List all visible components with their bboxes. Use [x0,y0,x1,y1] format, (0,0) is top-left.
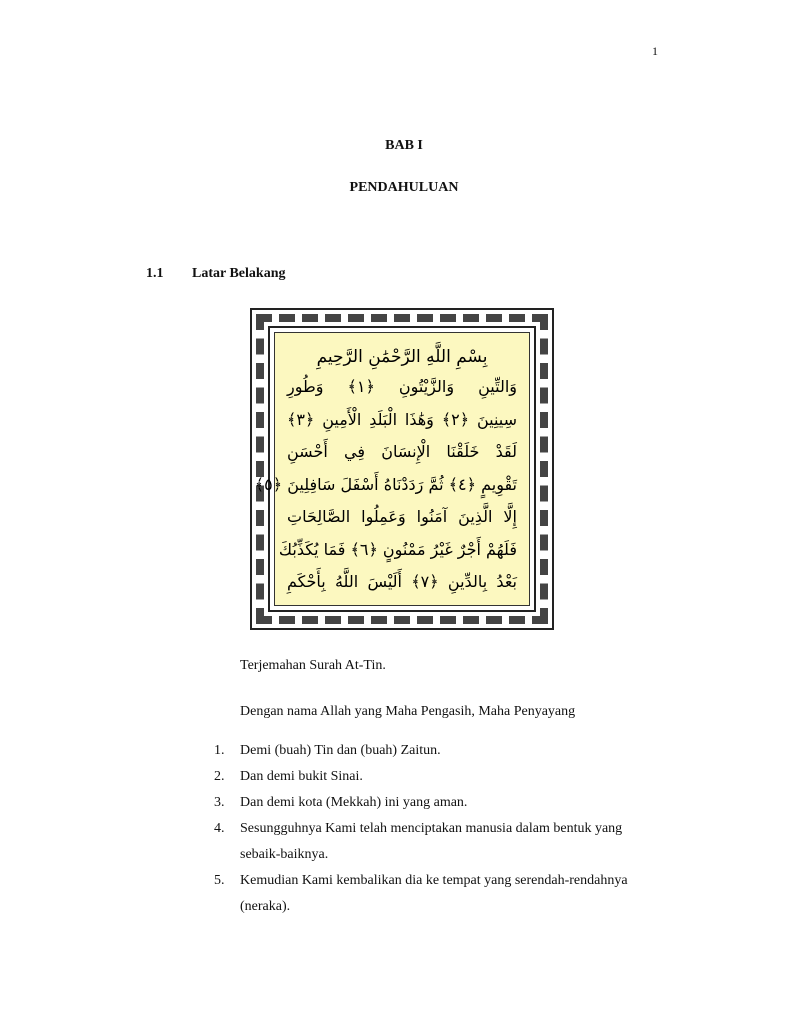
section-number: 1.1 [146,266,164,281]
ayah-line: لَقَدْ خَلَقْنَا الْإِنسَانَ فِي أَحْسَنِ [287,442,517,461]
list-item-number: 1. [214,743,225,758]
ayah-line: إِلَّا الَّذِينَ آمَنُوا وَعَمِلُوا الصَّالِحَاتِ [287,507,517,526]
list-item-number: 4. [214,821,225,836]
list-item-text: Demi (buah) Tin dan (buah) Zaitun. [240,743,441,758]
list-item-text: Dan demi bukit Sinai. [240,769,363,784]
list-item [214,868,654,920]
list-item [214,816,654,868]
ayah-line: فَلَهُمْ أَجْرٌ غَيْرُ مَمْنُونٍ ﴿٦﴾ فَمَا يُكَذِّبُكَ [278,539,517,559]
ayah-line: سِينِينَ ﴿٢﴾ وَهَٰذَا الْبَلَدِ الْأَمِينِ ﴿٣﴾ [287,409,518,429]
translation-list [214,738,654,920]
list-item-number: 2. [214,769,225,784]
list-item [214,738,654,764]
list-item [214,790,654,816]
section-title: Latar Belakang [192,266,286,281]
list-item-number: 3. [214,795,225,810]
list-item-text: Kemudian Kami kembalikan dia ke tempat yang serendah-rendahnya (neraka). [240,873,628,914]
list-item-number: 5. [214,873,225,888]
quran-verse-image [250,308,554,630]
chapter-number: BAB I [385,138,423,153]
ayah-line: تَقْوِيمٍ ﴿٤﴾ ثُمَّ رَدَدْنَاهُ أَسْفَلَ سَافِلِينَ ﴿٥﴾ [254,474,517,494]
section-heading [146,266,285,282]
list-item [214,764,654,790]
basmala-translation: Dengan nama Allah yang Maha Pengasih, Maha Penyayang [240,704,576,719]
list-item-text: Dan demi kota (Mekkah) ini yang aman. [240,795,468,810]
ayah-line: وَالتِّينِ وَالزَّيْتُونِ ﴿١﴾ وَطُورِ [287,377,517,396]
list-item-text: Sesungguhnya Kami telah menciptakan manusia dalam bentuk yang sebaik-baiknya. [240,821,623,862]
page-number: 1 [652,44,658,58]
ayah-line: بَعْدُ بِالدِّينِ ﴿٧﴾ أَلَيْسَ اللَّهُ بِأَحْكَمِ [287,572,518,591]
basmala-arabic: بِسْمِ اللَّهِ الرَّحْمَٰنِ الرَّحِيمِ [316,347,488,367]
translation-title: Terjemahan Surah At-Tin. [240,658,386,673]
chapter-title: PENDAHULUAN [349,180,459,195]
quran-verse-panel [254,332,530,606]
